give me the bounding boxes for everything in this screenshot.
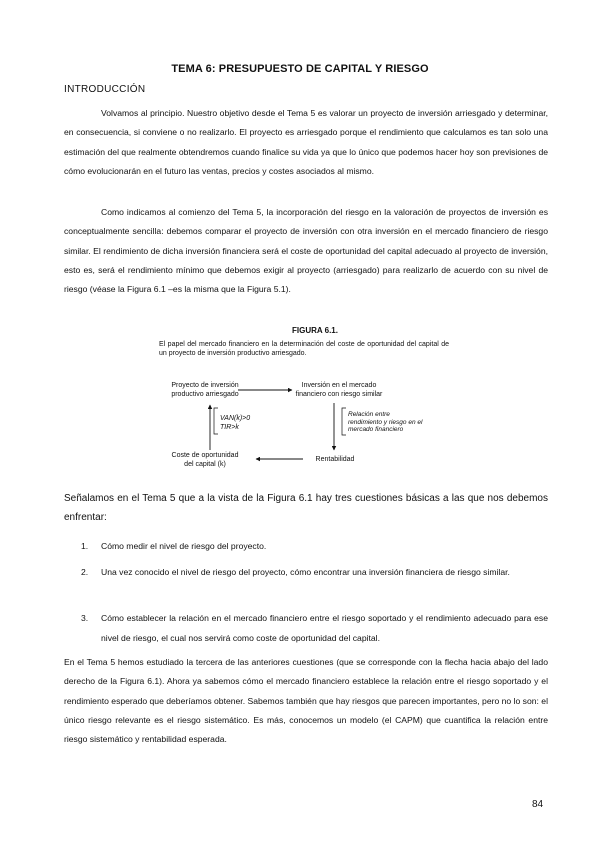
numbered-item-1 (64, 537, 548, 557)
node-market: Inversión en el mercado financiero con riesgo similar (295, 382, 383, 398)
paragraph-conclusion: En el Tema 5 hemos estudiado la tercera de las anteriores cuestiones (que se corresponde con la flecha hacia abajo del lado derecho de la Figura 6.1). Ahora ya sabemos cómo el mercado financiero establece la relación entre el riesgo soportado y el rendimiento esperado que deberíamos obtener. Sabemos también que hay riesgos que parecen importantes, pero no lo son: el único riesgo relevante es el riesgo sistemático. Es más, conocemos un modelo (el CAPM) que cuantifica la relación entre riesgo sistemático y rentabilidad esperada. (64, 657, 548, 745)
list-number: 1. (81, 541, 89, 551)
node-cost: Coste de oportunidad del capital (k) (171, 452, 239, 468)
node-return: Rentabilidad (315, 456, 355, 463)
paragraph-risk: Como indicamos al comienzo del Tema 5, la incorporación del riesgo en la valoración de proyectos de inversión es conceptualmente sencilla: debemos comparar el proyecto de inversión con otra inversión en el mercado financiero de riesgo similar. El rendimiento de dicha inversión financiera será el coste de oportunidad del capital adecuado al proyecto de inversión, esto es, será el rendimiento mínimo que debemos exigir al proyecto (arriesgado) para realizarlo de acuerdo con su nivel de riesgo (véase la Figura 6.1 –es la misma que la Figura 5.1). (64, 207, 548, 295)
list-item-text: Cómo establecer la relación en el mercado financiero entre el riesgo soportado y el rendimiento adecuado para ese nivel de riesgo, el cual nos servirá como coste de oportunidad del capital. (101, 613, 548, 643)
bracket-conditions (214, 408, 218, 434)
numbered-item-3 (64, 609, 548, 648)
list-number: 3. (81, 613, 89, 623)
node-project: Proyecto de inversión productivo arriesgado (171, 382, 239, 398)
section-heading: INTRODUCCIÓN (64, 84, 146, 95)
figure-title: FIGURA 6.1. (292, 326, 338, 335)
list-number: 2. (81, 567, 89, 577)
list-item-text: Cómo medir el nivel de riesgo del proyecto. (101, 541, 267, 551)
list-item-text: Una vez conocido el nivel de riesgo del proyecto, cómo encontrar una inversión financiera de riesgo similar. (101, 567, 510, 577)
figure-6-1 (150, 323, 450, 473)
page-number: 84 (532, 799, 544, 810)
page-title: TEMA 6: PRESUPUESTO DE CAPITAL Y RIESGO (171, 63, 429, 75)
paragraph-questions-intro: Señalamos en el Tema 5 que a la vista de la Figura 6.1 hay tres cuestiones básicas a las que nos debemos enfrentar: (64, 493, 548, 523)
bracket-relation (342, 408, 346, 435)
node-conditions: VAN(k)>0 TIR>k (220, 415, 251, 431)
node-relation: Relación entre rendimiento y riesgo en el mercado financiero (348, 411, 423, 433)
numbered-item-2 (64, 563, 548, 583)
paragraph-intro: Volvamos al principio. Nuestro objetivo desde el Tema 5 es valorar un proyecto de inversión arriesgado y determinar, en consecuencia, si conviene o no realizarlo. El proyecto es arriesgado porque el rendimiento que calculamos es tan solo una estimación del que realmente obtendremos cuando finalice su vida ya que lo único que podemos hacer hoy son previsiones de cómo evolucionarán en el futuro las ventas, precios y costes asociados al mismo. (64, 108, 548, 176)
figure-caption: El papel del mercado financiero en la determinación del coste de oportunidad del capital de un proyecto de inversión productivo arriesgado. (159, 341, 449, 357)
